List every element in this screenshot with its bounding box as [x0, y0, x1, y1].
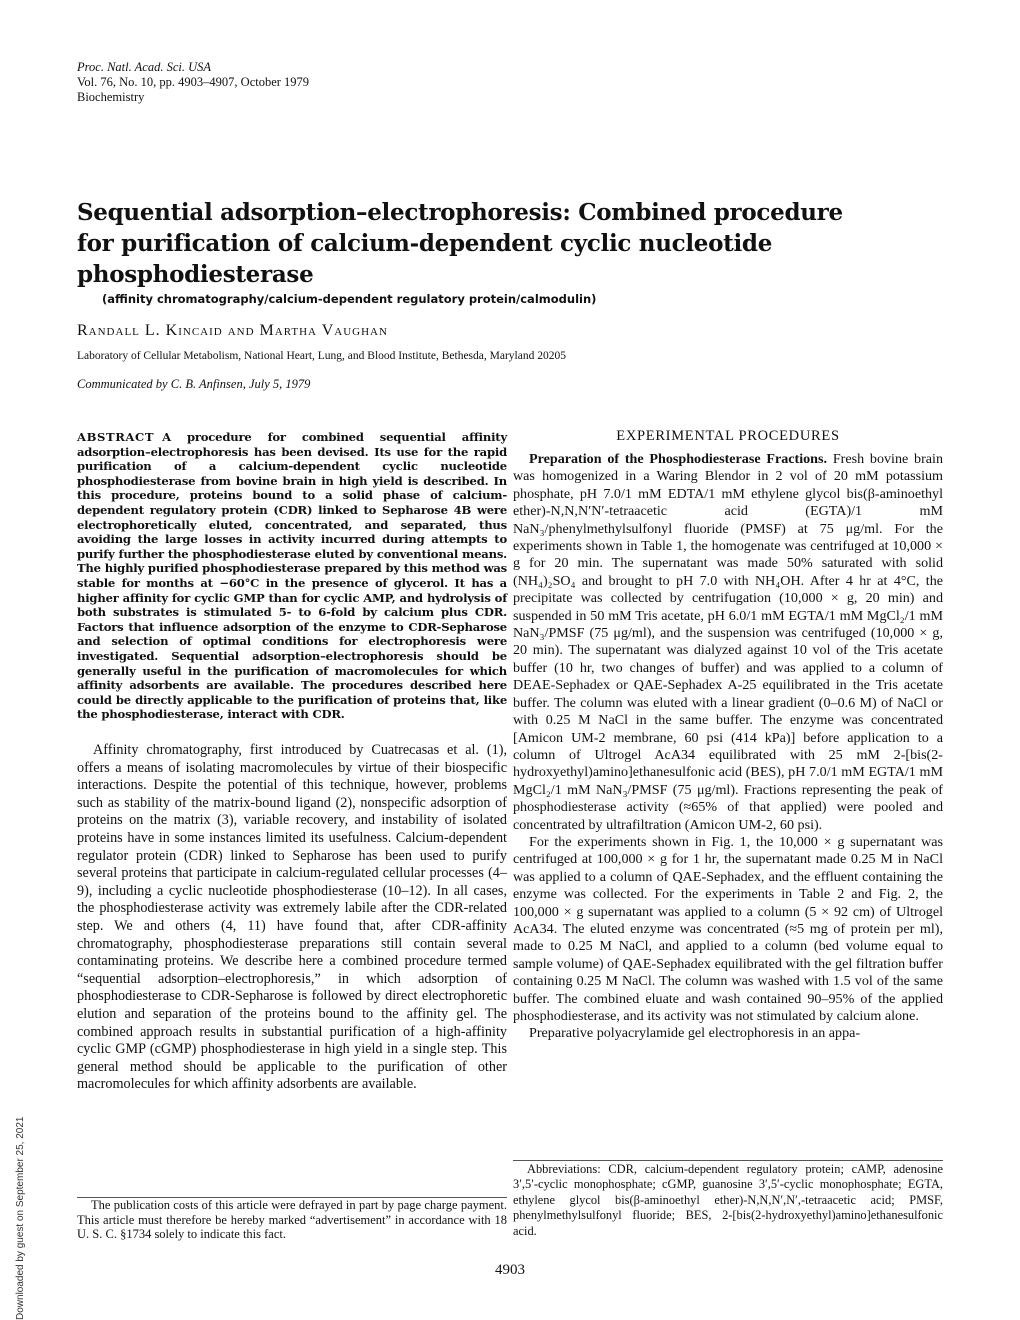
affiliation: Laboratory of Cellular Metabolism, National Heart, Lung, and Blood Institute, Bethesda, Maryland 20205 — [77, 350, 566, 362]
section-heading: EXPERIMENTAL PROCEDURES — [616, 428, 840, 444]
methods-paragraph-3: Preparative polyacrylamide gel electrophoresis in an appa- — [529, 1025, 861, 1042]
download-side-note: Downloaded by guest on September 25, 2021 — [15, 1116, 26, 1320]
journal-volume: Vol. 76, No. 10, pp. 4903–4907, October 1979 — [77, 75, 310, 89]
footnote — [77, 1198, 507, 1242]
experimental-procedures — [513, 428, 943, 1043]
abstract-label: ABSTRACT — [77, 430, 155, 444]
keywords: (affinity chromatography/calcium-dependent regulatory protein/calmodulin) — [102, 292, 597, 306]
journal-header — [77, 60, 309, 105]
authors: Randall L. Kincaid and Martha Vaughan — [77, 322, 388, 339]
communicated-by: Communicated by C. B. Anfinsen, July 5, 1979 — [77, 377, 311, 391]
introduction — [77, 742, 507, 1094]
journal-name: Proc. Natl. Acad. Sci. USA — [77, 60, 212, 74]
intro-paragraph: Affinity chromatography, first introduced by Cuatrecasas et al. (1), offers a means of isolating macromolecules by virtue of their biospecific interactions. Despite the potential of this technique, however, problems such as stability of the matrix-bound ligand (2), nonspecific adsorption of proteins on the matrix (3), variable recovery, and instability of isolated proteins have in some instances limited its usefulness. Calcium-dependent regulator protein (CDR) linked to Sepharose has been used to purify several proteins that participate in calcium-regulated cellular processes (4–9), including a cyclic nucleotide phosphodiesterase (10–12). In all cases, the phosphodiesterase activity was extremely labile after the CDR-related step. We and others (4, 11) have found that, after CDR-affinity chromatography, phosphodiesterase preparations still contain several contaminating proteins. We describe here a combined procedure termed “sequential adsorption–electrophoresis,” in which adsorption of phosphodiesterase to CDR-Sepharose is followed by direct electrophoretic elution and separation of the proteins bound to the affinity gel. The combined approach results in substantial purification of a high-affinity cyclic GMP (cGMP) phosphodiesterase in high yield in a single step. This general method should be applicable to the purification of other macromolecules for which affinity adsorbents are available. — [77, 742, 507, 1093]
abbreviations-text: Abbreviations: CDR, calcium-dependent regulatory protein; cAMP, adenosine 3′,5′-cyclic monophosphate; cGMP, guanosine 3′,5′-cyclic monophosphate; EGTA, ethylene glycol bis(β-aminoethyl ether)-N,N,N′,N′,-tetraacetic acid; PMSF, phenylmethylsulfonyl fluoride; BES, 2-[bis(2-hydroxyethyl)amino]ethanesulfonic acid. — [513, 1162, 943, 1238]
subsection-heading: Preparation of the Phosphodiesterase Fractions. — [529, 451, 828, 467]
journal-section: Biochemistry — [77, 90, 145, 104]
abstract-text: A procedure for combined sequential affinity adsorption–electrophoresis has been devised. Its use for the rapid purification of a calcium-dependent cyclic nucleotide phosphodiesterase from bovine brain in high yield is described. In this procedure, proteins bound to a solid phase of calcium-dependent regulatory protein (CDR) linked to Sepharose 4B were electrophoretically eluted, concentrated, and separated, thus avoiding the large losses in activity incurred during attempts to purify further the phosphodiesterase eluted by conventional means. The highly purified phosphodiesterase prepared by this method was stable for months at −60°C in the presence of glycerol. It has a higher affinity for cyclic GMP than for cyclic AMP, and hydrolysis of both substrates is stimulated 5- to 6-fold by calcium plus CDR. Factors that influence adsorption of the enzyme to CDR-Sepharose and selection of optimal conditions for electrophoresis were investigated. Sequential adsorption–electrophoresis should be generally useful in the purification of macromolecules for which affinity adsorbents are available. The procedures described here could be directly applicable to the purification of proteins that, like the phosphodiesterase, interact with CDR. — [77, 430, 507, 722]
article-title: Sequential adsorption–electrophoresis: Combined procedure for purification of calcium-dependent cyclic nucleotide phosphodiesterase — [77, 199, 843, 288]
methods-text-1: Fresh bovine brain was homogenized in a Waring Blendor in 2 vol of 20 mM potassium phosphate, pH 7.0/1 mM EDTA/1 mM ethylene glycol bis(β-aminoethyl ether)-N,N,N′N′-tetraacetic acid (EGTA)/1 mM NaN₃/phenylmethylsulfonyl fluoride (PMSF) at 75 μg/ml. For the experiments shown in Table 1, the homogenate was centrifuged at 10,000 × g for 20 min. The supernatant was made 50% saturated with solid (NH₄)₂SO₄ and brought to pH 7.0 with NH₄OH. After 4 hr at 4°C, the precipitate was collected by centrifugation (10,000 × g, 20 min) and suspended in 50 mM Tris acetate, pH 6.0/1 mM EGTA/1 mM MgCl₂/1 mM NaN₃/PMSF (75 μg/ml), and the suspension was centrifuged (10,000 × g, 20 min). The supernatant was dialyzed against 10 vol of the Tris acetate buffer (10 hr, two changes of buffer) and was applied to a column of DEAE-Sephadex or QAE-Sephadex A-25 equilibrated in the Tris acetate buffer. The column was eluted with a linear gradient (0–0.6 M) of NaCl or with 0.25 M NaCl in the same buffer. The enzyme was concentrated [Amicon UM-2 membrane, 60 psi (414 kPa)] before application to a column of Ultrogel AcA34 equilibrated with 25 mM 2-[bis(2-hydroxyethyl)amino]ethanesulfonic acid (BES), pH 7.0/1 mM EGTA/1 mM MgCl₂/1 mM NaN₃/PMSF (75 μg/ml). Fractions representing the peak of phosphodiesterase activity (≈65% of that applied) were pooled and concentrated by ultrafiltration (Amicon UM-2, 60 psi). — [513, 451, 943, 833]
footnote-text: The publication costs of this article were defrayed in part by page charge payment. This article must therefore be hereby marked “advertisement” in accordance with 18 U. S. C. §1734 solely to indicate this fact. — [77, 1198, 507, 1241]
page-number: 4903 — [495, 1262, 525, 1278]
abbreviations-divider — [513, 1160, 943, 1161]
abstract — [77, 430, 507, 722]
methods-paragraph-2: For the experiments shown in Fig. 1, the 10,000 × g supernatant was centrifuged at 100,000 × g for 1 hr, the supernatant made 0.25 M in NaCl was applied to a column of QAE-Sephadex, and the effluent containing the enzyme was collected. For the experiments in Table 2 and Fig. 2, the 100,000 × g supernatant was applied to a column (5 × 92 cm) of Ultrogel AcA34. The eluted enzyme was concentrated (≈5 mg of protein per ml), made to 0.25 M NaCl, and applied to a column (bed volume equal to sample volume) of QAE-Sephadex equilibrated with the gel filtration buffer containing 0.25 M NaCl. The column was washed with 1.5 vol of the same buffer. The combined eluate and wash contained 90–95% of the applied phosphodiesterase, and its activity was not stimulated by calcium alone. — [513, 833, 943, 1024]
abbreviations — [513, 1162, 943, 1239]
methods-paragraph-1 — [513, 451, 943, 834]
